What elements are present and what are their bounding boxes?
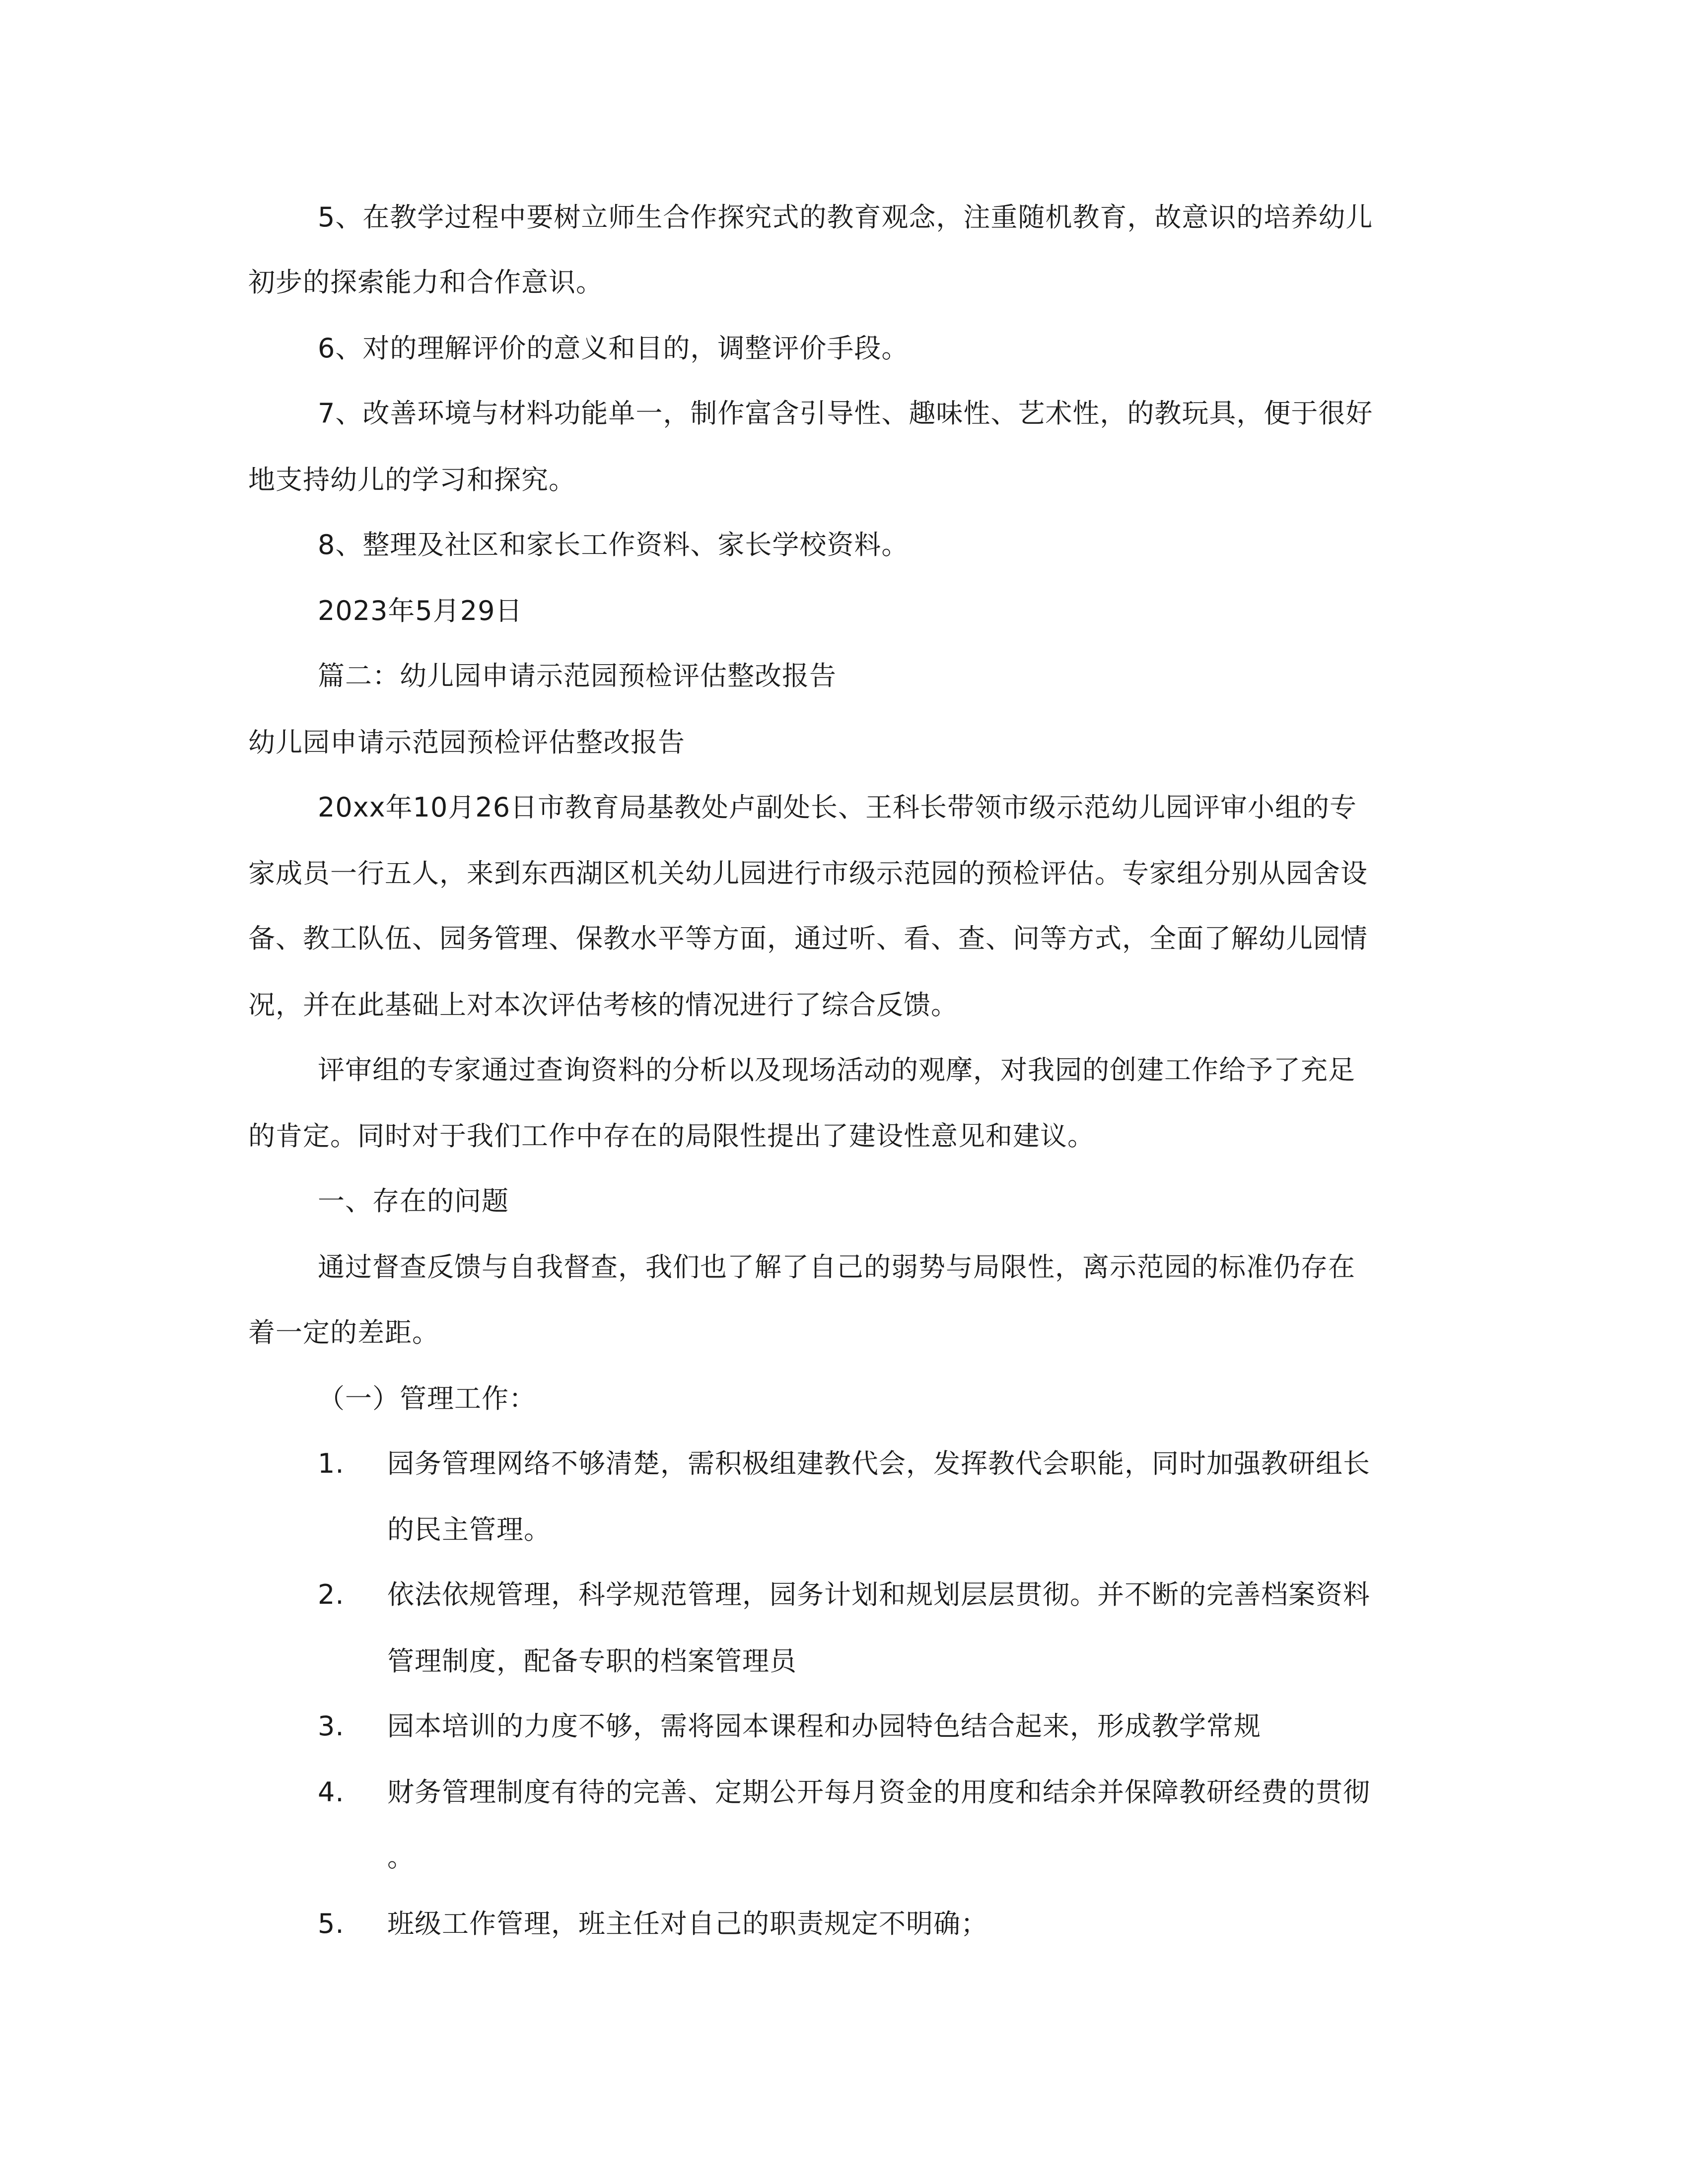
paragraph-line: 家成员一行五人，来到东西湖区机关幼儿园进行市级示范园的预检评估。专家组分别从园舍设 [248,858,1368,889]
list-item-line: 的民主管理。 [387,1514,551,1545]
paragraph-line: 通过督查反馈与自我督查，我们也了解了自己的弱势与局限性，离示范园的标准仍存在 [318,1251,1355,1283]
list-number: 3. [318,1710,345,1742]
paragraph-line: 20xx年10月26日市教育局基教处卢副处长、王科长带领市级示范幼儿园评审小组的专 [318,792,1357,823]
list-item-line: 依法依规管理，科学规范管理，园务计划和规划层层贯彻。并不断的完善档案资料 [387,1579,1370,1610]
list-item-line: 班级工作管理，班主任对自己的职责规定不明确； [387,1908,988,1939]
section-heading: 篇二：幼儿园申请示范园预检评估整改报告 [318,660,837,691]
report-title: 幼儿园申请示范园预检评估整改报告 [248,727,685,758]
list-item-line: 财务管理制度有待的完善、定期公开每月资金的用度和结余并保障教研经费的贯彻 [387,1776,1370,1808]
list-number: 2. [318,1579,345,1610]
list-item-line: 园本培训的力度不够，需将园本课程和办园特色结合起来，形成教学常规 [387,1710,1261,1742]
paragraph-line: 8、整理及社区和家长工作资料、家长学校资料。 [318,529,909,560]
list-number: 5. [318,1908,345,1939]
paragraph-line: 评审组的专家通过查询资料的分析以及现场活动的观摩，对我园的创建工作给予了充足 [318,1054,1355,1086]
subsection-heading: （一）管理工作： [318,1383,536,1414]
list-item-line: 园务管理网络不够清楚，需积极组建教代会，发挥教代会职能，同时加强教研组长 [387,1448,1370,1479]
paragraph-line: 备、教工队伍、园务管理、保教水平等方面，通过听、看、查、问等方式，全面了解幼儿园情 [248,923,1368,954]
paragraph-line: 7、改善环境与材料功能单一，制作富含引导性、趣味性、艺术性，的教玩具，便于很好 [318,398,1373,429]
paragraph-line: 初步的探索能力和合作意识。 [248,267,603,298]
list-item-line: 。 [387,1842,415,1873]
list-number: 4. [318,1776,345,1808]
paragraph-line: 的肯定。同时对于我们工作中存在的局限性提出了建设性意见和建议。 [248,1120,1095,1152]
paragraph-line: 6、对的理解评价的意义和目的，调整评价手段。 [318,333,909,364]
paragraph-line: 5、在教学过程中要树立师生合作探究式的教育观念，注重随机教育，故意识的培养幼儿 [318,202,1373,233]
paragraph-line: 况，并在此基础上对本次评估考核的情况进行了综合反馈。 [248,989,958,1021]
paragraph-line: 地支持幼儿的学习和探究。 [248,464,576,495]
list-number: 1. [318,1448,345,1479]
list-item-line: 管理制度，配备专职的档案管理员 [387,1645,797,1677]
subsection-heading: 一、存在的问题 [318,1185,509,1217]
date-line: 2023年5月29日 [318,595,523,626]
paragraph-line: 着一定的差距。 [248,1317,439,1348]
